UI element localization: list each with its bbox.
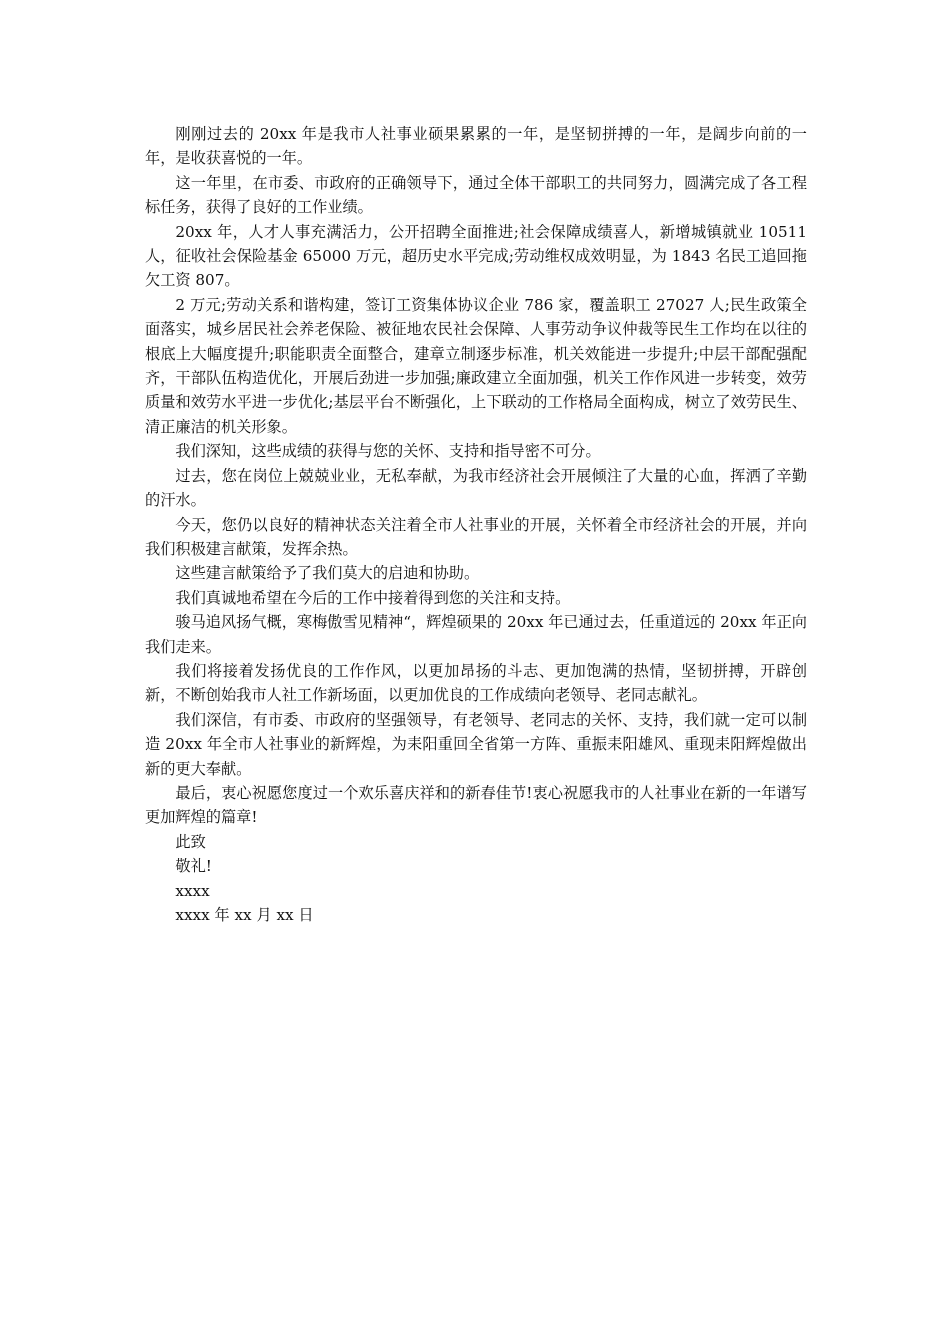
closing-salutation: 此致 (175, 832, 206, 851)
paragraph-achievements: 20xx 年，人才人事充满活力，公开招聘全面推进;社会保障成绩喜人，新增城镇就业 10511 人，征收社会保险基金 65000 万元，超历史水平完成;劳动维权成效明显，为 1843 名民工追回拖欠工资 807。 (145, 222, 807, 290)
letter-date: xxxx 年 xx 月 xx 日 (175, 906, 314, 924)
paragraph-leadership: 这一年里，在市委、市政府的正确领导下，通过全体干部职工的共同努力，圆满完成了各工程标任务，获得了良好的工作业绩。 (145, 173, 807, 217)
paragraph-hope: 我们真诚地希望在今后的工作中接着得到您的关注和支持。 (175, 588, 571, 607)
paragraph-gratitude: 我们深知，这些成绩的获得与您的关怀、支持和指导密不可分。 (175, 442, 601, 461)
closing-regards: 敬礼! (175, 857, 212, 876)
paragraph-opening: 刚刚过去的 20xx 年是我市人社事业硕果累累的一年，是坚韧拼搏的一年，是阔步向前的一年，是收获喜悦的一年。 (145, 125, 807, 168)
paragraph-past: 过去，您在岗位上兢兢业业，无私奉献，为我市经济社会开展倾注了大量的心血，挥洒了辛勤的汗水。 (145, 466, 807, 510)
paragraph-commitment: 我们将接着发扬优良的工作作风，以更加昂扬的斗志、更加饱满的热情，坚韧拼搏，开辟创新，不断创始我市人社工作新场面，以更加优良的工作成绩向老领导、老同志献礼。 (145, 661, 807, 705)
paragraph-today: 今天，您仍以良好的精神状态关注着全市人社事业的开展，关怀着全市经济社会的开展，并向我们积极建言献策，发挥余热。 (145, 515, 807, 558)
paragraph-new-year: 骏马追风扬气概，寒梅傲雪见精神“，辉煌硕果的 20xx 年已通过去，任重道远的 20xx 年正向我们走来。 (145, 613, 807, 656)
paragraph-confidence: 我们深信，有市委、市政府的坚强领导，有老领导、老同志的关怀、支持，我们就一定可以制造 20xx 年全市人社事业的新辉煌，为耒阳重回全省第一方阵、重振耒阳雄风、重现耒阳辉煌做出新的更大奉献。 (145, 710, 807, 778)
paragraph-wishes: 最后，衷心祝愿您度过一个欢乐喜庆祥和的新春佳节!衷心祝愿我市的人社事业在新的一年谱写更加辉煌的篇章! (145, 783, 807, 827)
paragraph-advice: 这些建言献策给予了我们莫大的启迪和协助。 (175, 564, 480, 583)
document-page (145, 122, 807, 927)
paragraph-achievements-continued: 2 万元;劳动关系和谐构建，签订工资集体协议企业 786 家，覆盖职工 27027 人;民生政策全面落实，城乡居民社会养老保险、被征地农民社会保障、人事劳动争议仲裁等民生工作均在以往的根底上大幅度提升;职能职责全面整合，建章立制逐步标准，机关效能进一步提升;中层干部配强配齐，干部队伍构造优化，开展后劲进一步加强;廉政建立全面加强，机关工作作风进一步转变，效劳质量和效劳水平进一步优化;基层平台不断强化，上下联动的工作格局全面构成，树立了效劳民生、清正廉洁的机关形象。 (145, 295, 807, 436)
signature: xxxx (175, 881, 210, 900)
